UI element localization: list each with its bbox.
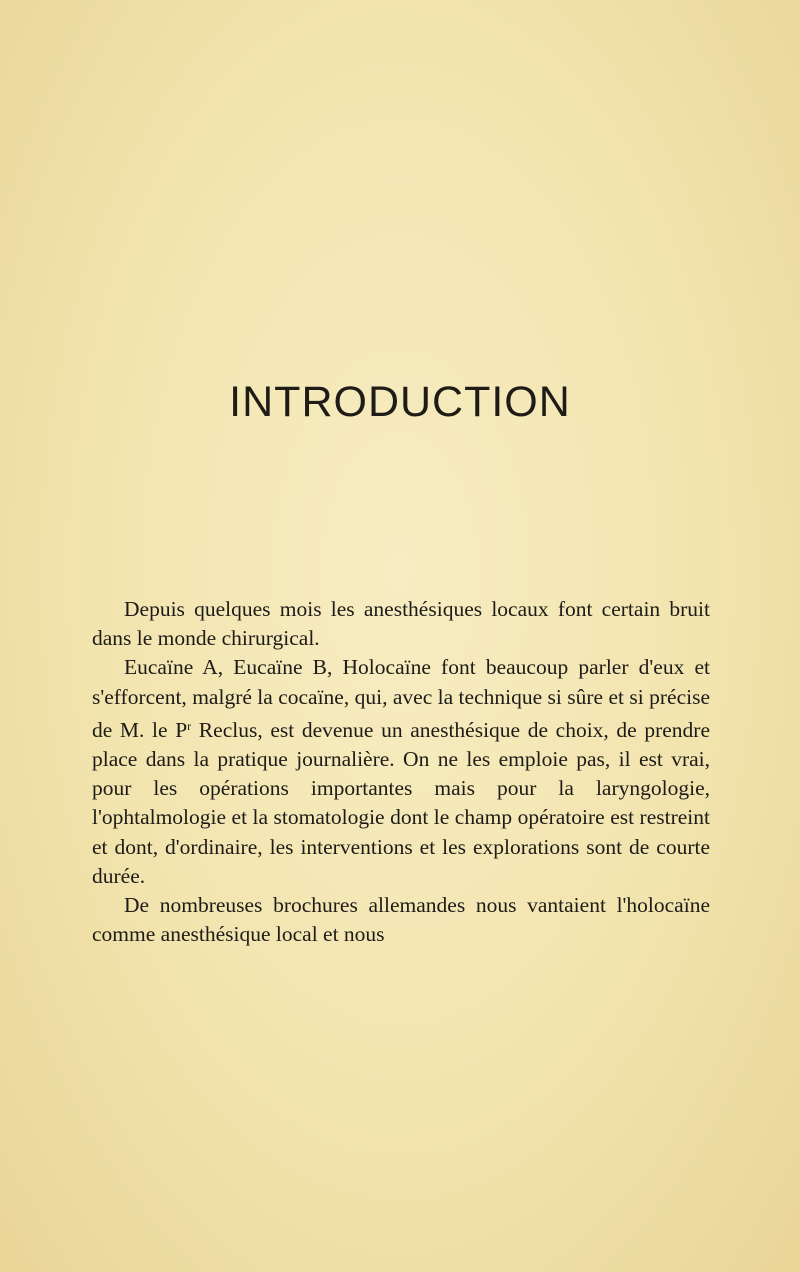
superscript-r: r	[187, 718, 192, 733]
paragraph-3: De nombreuses brochures allemandes nous vantaient l'holocaïne comme anesthésique local et nous	[92, 893, 710, 947]
chapter-heading: INTRODUCTION	[229, 378, 571, 426]
paragraph-1: Depuis quelques mois les anesthésiques locaux font certain bruit dans le monde chirurgical.	[92, 597, 710, 651]
paragraph-2-part-2: Reclus, est devenue un anesthésique de choix, de prendre place dans la pratique journalière. On ne les emploie pas, il est vrai, pour les opérations importantes mais pour la laryngologie, l'ophtalmologie et la stomatologie dont le champ opératoire est restreint et dont, d'ordinaire, les interventions et les explorations sont de courte durée.	[92, 717, 711, 888]
body-text	[92, 595, 710, 949]
paragraph-2	[92, 653, 710, 891]
paragraph-2-part-1: Eucaïne A, Eucaïne B, Holocaïne font beaucoup parler d'eux et s'efforcent, malgré la cocaïne, qui, avec la technique si sûre et si précise de M. le P	[92, 655, 710, 742]
